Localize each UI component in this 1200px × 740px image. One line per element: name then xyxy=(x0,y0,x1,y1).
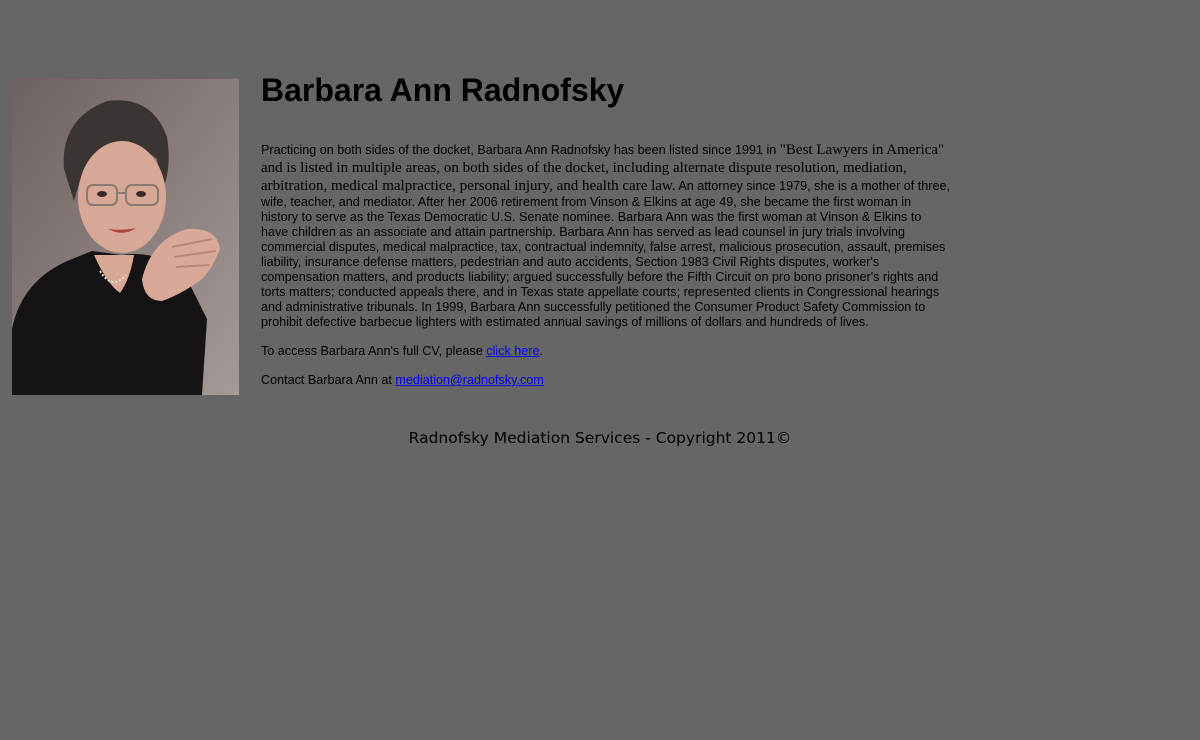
portrait-photo xyxy=(12,79,239,395)
bio-text-part3: An attorney since 1979, she is a mother of three, wife, teacher, and mediator. After her 2006 retirement from Vinson & Elkins at age 49, she became the first woman in history to serve as the Texas Democratic U.S. Senate nominee. Barbara Ann was the first woman at Vinson & Elkins to have children as an associate and attain partnership. Barbara Ann has served as lead counsel in jury trials involving commercial disputes, medical malpractice, tax, contractual indemnity, false arrest, malicious prosecution, assault, premises liability, insurance defense matters, pedestrian and auto accidents, Section 1983 Civil Rights disputes, worker's compensation matters, and products liability; argued successfully before the Fifth Circuit on pro bono prisoner's rights and torts matters; conducted appeals there, and in Texas state appellate courts; represented clients in Congressional hearings and administrative tribunals. In 1999, Barbara Ann successfully petitioned the Consumer Product Safety Commission to prohibit defective barbecue lighters with estimated annual savings of millions of dollars and hundreds of lives. xyxy=(261,179,950,329)
footer-copyright: Radnofsky Mediation Services - Copyright 2011© xyxy=(408,429,792,447)
bio-text-part1: Practicing on both sides of the docket, Barbara Ann Radnofsky has been listed since 1991 in xyxy=(261,143,780,157)
biography-paragraph xyxy=(261,141,951,330)
cv-link[interactable]: click here xyxy=(486,344,540,358)
bio-text-part2: "Best Lawyers in America" and is listed in multiple areas, on both sides of the docket, including alternate dispute resolution, mediation, arbitration, medical malpractice, personal injury, and health care law. xyxy=(261,142,945,194)
cv-suffix: . xyxy=(539,344,543,358)
page-title: Barbara Ann Radnofsky xyxy=(261,72,625,108)
cv-line xyxy=(261,344,951,359)
contact-email-link[interactable]: mediation@radnofsky.com xyxy=(395,373,544,387)
main-content xyxy=(261,70,951,388)
contact-prefix: Contact Barbara Ann at xyxy=(261,373,396,387)
cv-prefix: To access Barbara Ann's full CV, please xyxy=(261,344,487,358)
contact-line xyxy=(261,373,951,388)
portrait-image xyxy=(12,79,239,395)
